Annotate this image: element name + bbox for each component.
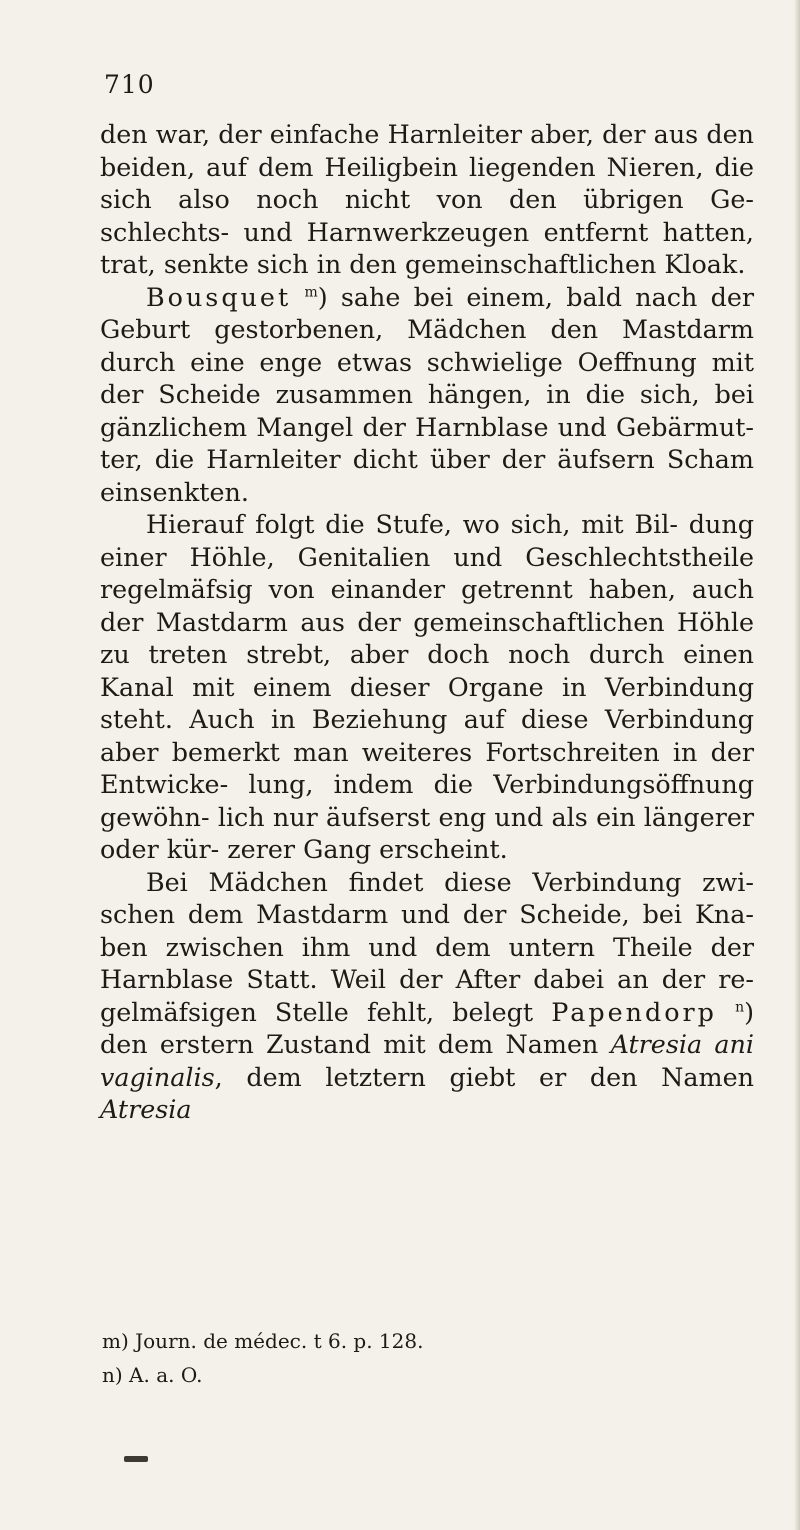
paragraph-4-text-b: ) den erstern Zustand mit dem Namen [100,996,755,1059]
footnote-n: n) A. a. O. [102,1363,203,1387]
term-atresia: Atresia [100,1094,192,1124]
paragraph-3: Hierauf folgt die Stufe, wo sich, mit Bil- dung einer Höhle, Genitalien und Geschlechtstheile regelmäfsig von einander getrennt haben, auch der Mastdarm aus der gemeinschaftlichen Höhle zu treten strebt, aber doch noch durch einen Kanal mit einem dieser Organe in Verbindung steht. Auch in Beziehung auf diese Verbindung aber bemerkt man weiteres Fortschreiten in der Entwicke- lung, indem die Verbindungsöffnung gewöhn- lich nur äufserst eng und als ein längerer oder kür- zerer Gang erscheint. [100,509,754,864]
page-number: 710 [104,70,155,99]
body-text [100,118,754,1126]
footnotes [102,1324,622,1392]
author-name-papendorp: Papendorp [551,996,717,1027]
paragraph-4-text-a: Bei Mädchen findet diese Verbindung zwi- schen dem Mastdarm und der Scheide, bei Kna- ben zwischen ihm und dem untern Theile der Harnblase Statt. Weil der After dabei an der re- gelmäfsigen Stelle fehlt, belegt [100,866,754,1027]
paragraph-1: den war, der einfache Harnleiter aber, der aus den beiden, auf dem Heiligbein liegenden Nieren, die sich also noch nicht von den übrigen Ge- schlechts- und Harnwerkzeugen entfernt hatten, trat, senkte sich in den gemeinschaftlichen Kloak. [100,119,754,279]
author-name-bousquet: Bousquet [146,281,292,312]
paragraph-2 [100,281,754,509]
paragraph-4-text-c: , dem letztern giebt er den Namen [214,1061,754,1092]
footnote-ref-n: n [735,999,745,1016]
paragraph-4 [100,866,754,1126]
footnote-separator [124,1456,148,1462]
footnote-m: m) Journ. de médec. t 6. p. 128. [102,1329,424,1353]
paragraph-2-text: ) sahe bei einem, bald nach der Geburt gestorbenen, Mädchen den Mastdarm durch eine enge etwas schwielige Oeffnung mit der Scheide zusammen hängen, in die sich, bei gänzlichem Mangel der Harnblase und Gebärmut- ter, die Harnleiter dicht über der äufsern Scham einsenkten. [100,281,754,507]
term-atresia-ani-vaginalis: Atresia ani vaginalis [100,1029,754,1092]
page-edge-shadow [794,0,800,1530]
footnote-ref-m: m [304,284,318,301]
